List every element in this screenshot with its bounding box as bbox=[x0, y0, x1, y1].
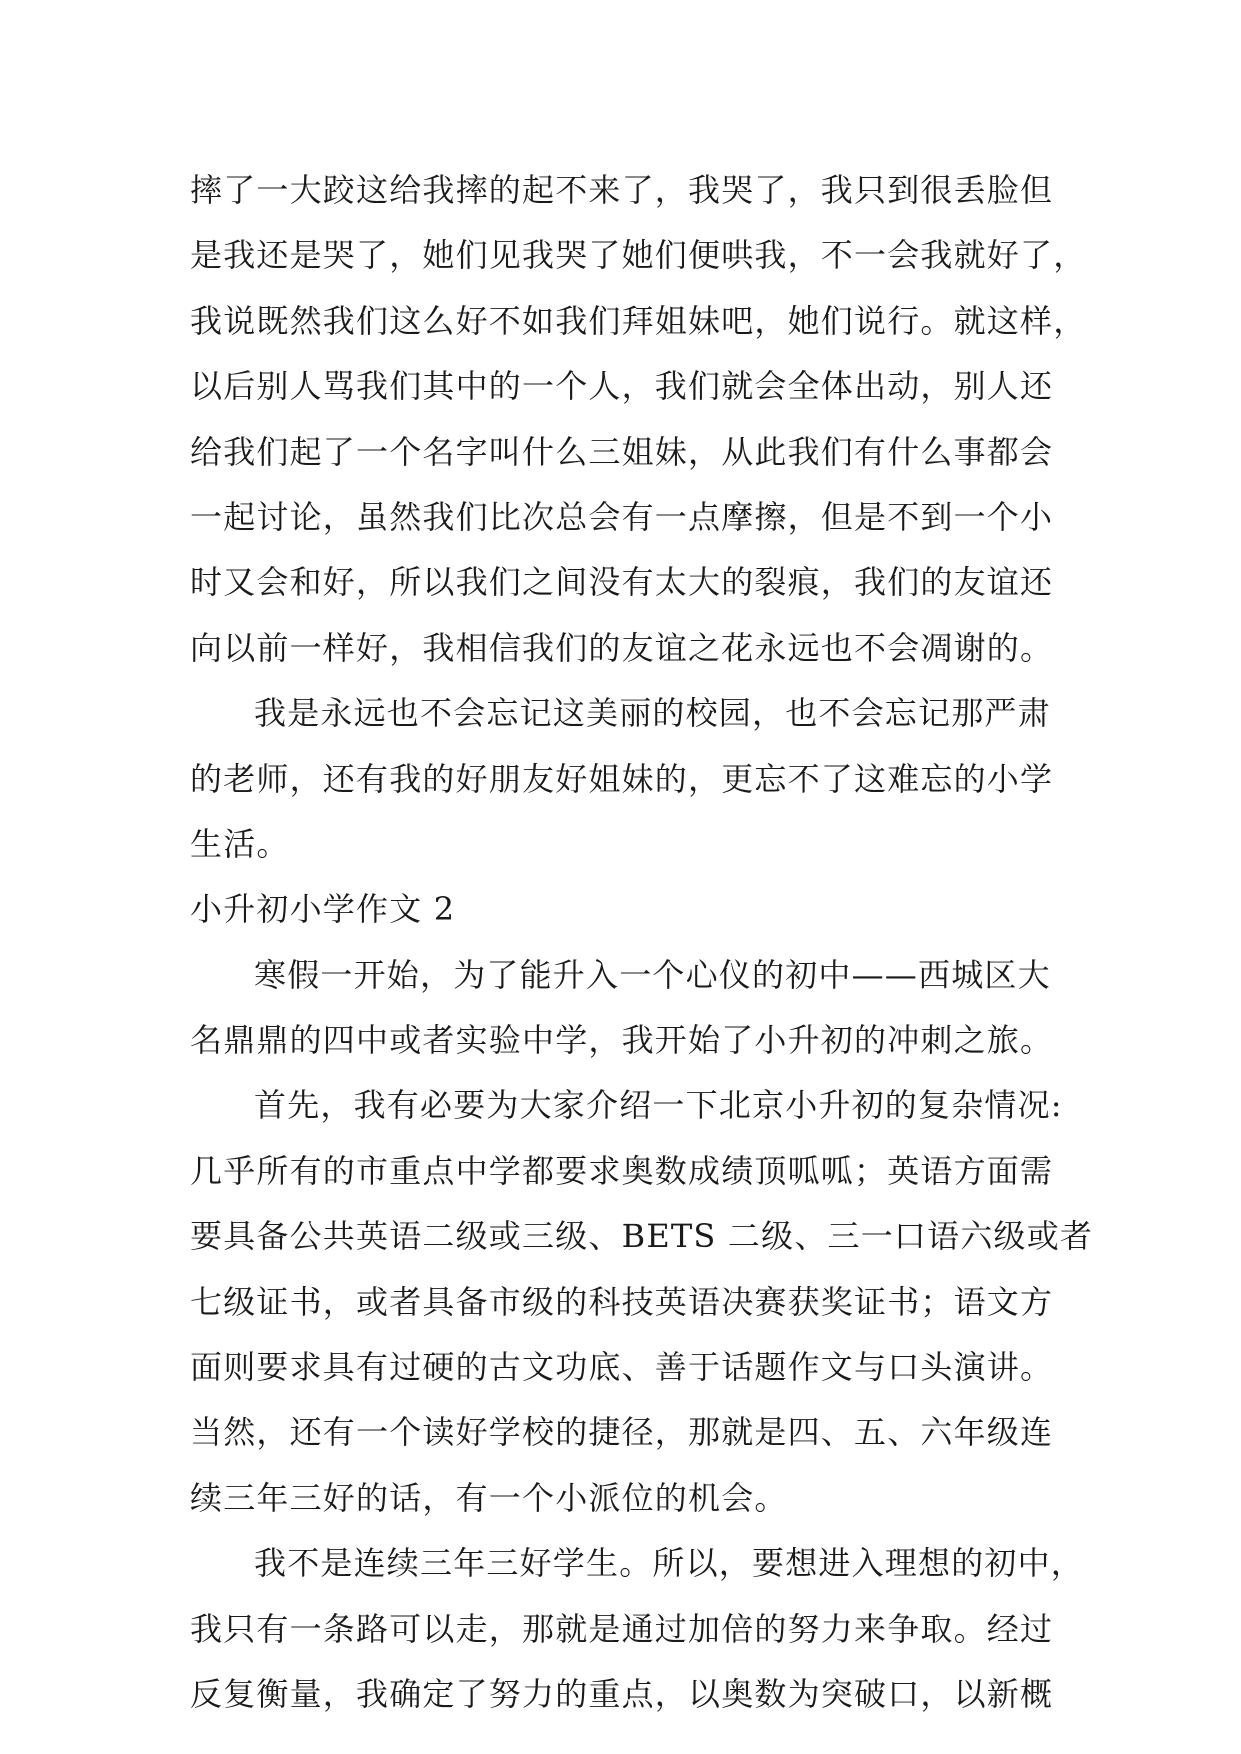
text-line: 寒假一开始，为了能升入一个心仪的初中——西城区大 bbox=[254, 955, 1051, 994]
text-line: 小升初小学作文 2 bbox=[190, 890, 456, 929]
text-line: 当然，还有一个读好学校的捷径，那就是四、五、六年级连 bbox=[190, 1413, 1054, 1452]
text-line: 以后别人骂我们其中的一个人，我们就会全体出动，别人还 bbox=[190, 367, 1054, 406]
text-line: 要具备公共英语二级或三级、BETS 二级、三一口语六级或者 bbox=[190, 1217, 1094, 1256]
text-line: 给我们起了一个名字叫什么三姐妹，从此我们有什么事都会 bbox=[190, 432, 1054, 471]
text-line: 我只有一条路可以走，那就是通过加倍的努力来争取。经过 bbox=[190, 1609, 1054, 1648]
text-line: 我说既然我们这么好不如我们拜姐妹吧，她们说行。就这样， bbox=[190, 301, 1087, 340]
text-line: 是我还是哭了，她们见我哭了她们便哄我，不一会我就好了， bbox=[190, 236, 1087, 275]
text-line: 几乎所有的市重点中学都要求奥数成绩顶呱呱；英语方面需 bbox=[190, 1151, 1054, 1190]
text-line: 七级证书，或者具备市级的科技英语决赛获奖证书；语文方 bbox=[190, 1282, 1054, 1321]
text-line: 面则要求具有过硬的古文功底、善于话题作文与口头演讲。 bbox=[190, 1348, 1054, 1387]
text-line: 反复衡量，我确定了努力的重点，以奥数为突破口，以新概 bbox=[190, 1674, 1054, 1713]
text-line: 生活。 bbox=[190, 824, 290, 863]
text-line: 一起讨论，虽然我们比次总会有一点摩擦，但是不到一个小 bbox=[190, 497, 1054, 536]
text-line: 摔了一大跤这给我摔的起不来了，我哭了，我只到很丢脸但 bbox=[190, 171, 1054, 209]
text-line: 首先，我有必要为大家介绍一下北京小升初的复杂情况: bbox=[254, 1086, 1063, 1125]
text-line: 向以前一样好，我相信我们的友谊之花永远也不会凋谢的。 bbox=[190, 628, 1054, 667]
text-line: 我是永远也不会忘记这美丽的校园，也不会忘记那严肃 bbox=[254, 694, 1051, 733]
text-line: 的老师，还有我的好朋友好姐妹的，更忘不了这难忘的小学 bbox=[190, 759, 1054, 798]
text-line: 续三年三好的话，有一个小派位的机会。 bbox=[190, 1478, 788, 1517]
text-line: 我不是连续三年三好学生。所以，要想进入理想的初中， bbox=[254, 1544, 1085, 1583]
document-body bbox=[190, 158, 1094, 1727]
text-line: 名鼎鼎的四中或者实验中学，我开始了小升初的冲刺之旅。 bbox=[190, 1021, 1054, 1060]
text-line: 时又会和好，所以我们之间没有太大的裂痕，我们的友谊还 bbox=[190, 563, 1054, 602]
